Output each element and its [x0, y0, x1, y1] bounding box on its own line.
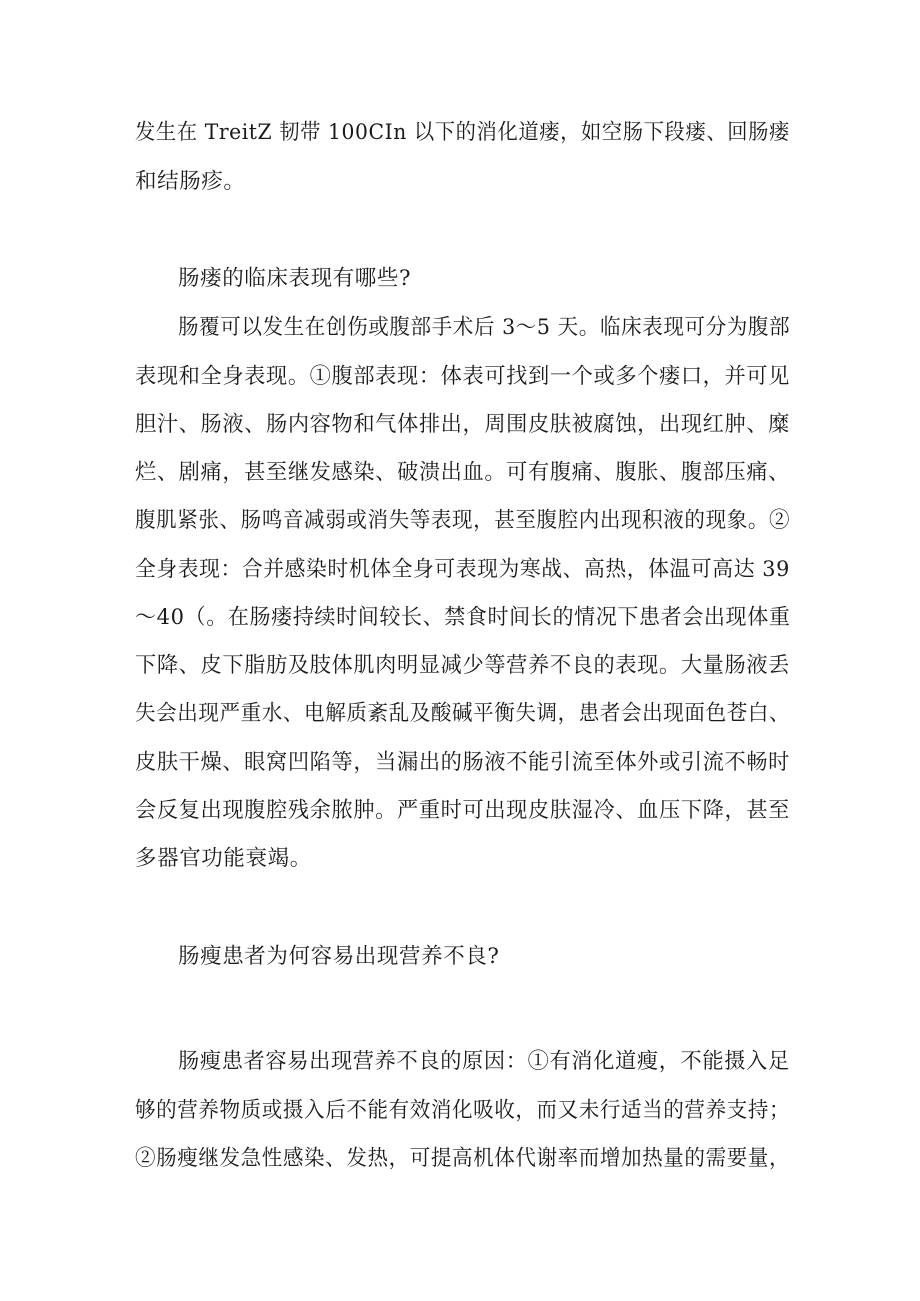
section-heading: 肠瘦患者为何容易出现营养不良? [178, 944, 500, 969]
paragraph-line: 失会出现严重水、电解质紊乱及酸碱平衡失调，患者会出现面色苍白、 [135, 701, 791, 726]
paragraph-line: 肠瘦患者容易出现营养不良的原因：①有消化道瘦，不能摄入足 [178, 1049, 790, 1074]
paragraph-line: ～40（。在肠瘘持续时间较长、禁食时间长的情况下患者会出现体重 [135, 605, 791, 630]
paragraph-line: 多器官功能衰竭。 [135, 846, 312, 871]
paragraph-line: 烂、剧痛，甚至继发感染、破溃出血。可有腹痛、腹胀、腹部压痛、 [135, 460, 790, 485]
paragraph-line: 肠覆可以发生在创伤或腹部手术后 3～5 天。临床表现可分为腹部 [178, 315, 791, 340]
paragraph-line: 腹肌紧张、肠鸣音减弱或消失等表现，甚至腹腔内出现积液的现象。② [135, 508, 791, 533]
section-heading: 肠瘘的临床表现有哪些? [178, 266, 412, 291]
paragraph-line: ②肠瘦继发急性感染、发热，可提高机体代谢率而增加热量的需要量， [135, 1146, 791, 1171]
paragraph-line: 皮肤干燥、眼窝凹陷等，当漏出的肠液不能引流至体外或引流不畅时 [135, 750, 790, 775]
paragraph-line: 表现和全身表现。①腹部表现：体表可找到一个或多个瘘口，并可见 [135, 364, 790, 389]
paragraph-line: 和结肠疹。 [135, 169, 246, 194]
paragraph-line: 会反复出现腹腔残余脓肿。严重时可出现皮肤湿冷、血压下降，甚至 [135, 798, 790, 823]
paragraph-line: 下降、皮下脂肪及肢体肌肉明显减少等营养不良的表现。大量肠液丢 [135, 653, 790, 678]
paragraph-line: 全身表现：合并感染时机体全身可表现为寒战、高热，体温可高达 39 [135, 557, 790, 582]
paragraph-line: 发生在 TreitZ 韧带 100CIn 以下的消化道瘘，如空肠下段瘘、回肠瘘 [135, 120, 790, 145]
paragraph-line: 够的营养物质或摄入后不能有效消化吸收，而又未行适当的营养支持； [135, 1098, 791, 1123]
paragraph-line: 胆汁、肠液、肠内容物和气体排出，周围皮肤被腐蚀，出现红肿、糜 [135, 412, 790, 437]
